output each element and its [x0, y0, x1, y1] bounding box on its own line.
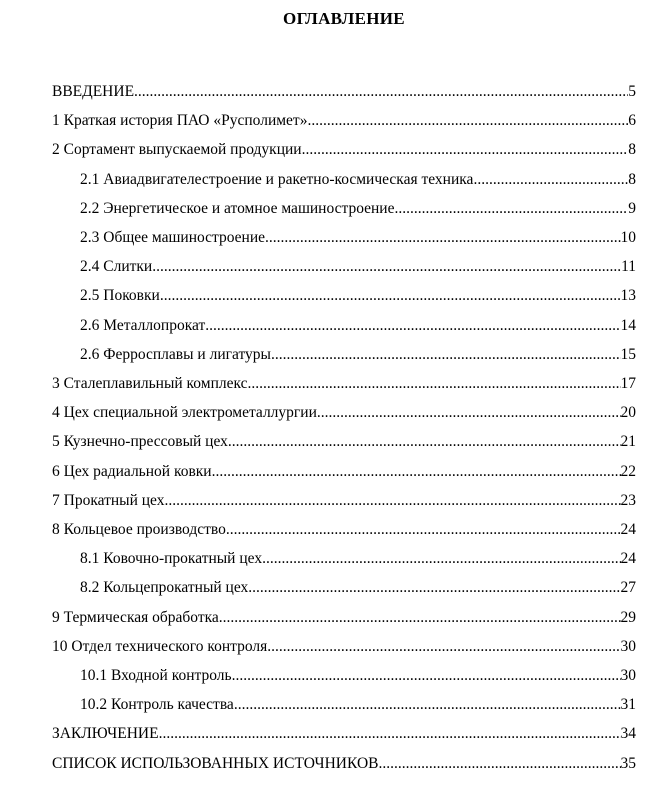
dot-leader — [219, 603, 621, 632]
toc-entry-label: 2.6 Металлопрокат — [80, 316, 206, 334]
toc-entry — [52, 515, 636, 544]
dot-leader — [265, 223, 620, 252]
dot-leader — [232, 661, 621, 690]
toc-page-number: 27 — [620, 579, 636, 597]
toc-entry-label: 2 Сортамент выпускаемой продукции — [52, 141, 302, 159]
toc-entry — [52, 252, 636, 281]
toc-entry — [52, 223, 636, 252]
toc-entry — [52, 486, 636, 515]
dot-leader — [473, 165, 628, 194]
toc-entry — [52, 281, 636, 310]
toc-entry — [52, 749, 636, 778]
toc-entry — [52, 457, 636, 486]
dot-leader — [134, 77, 628, 106]
toc-page-number: 30 — [620, 637, 636, 655]
toc-entry — [52, 194, 636, 223]
dot-leader — [267, 632, 620, 661]
toc-page-number: 35 — [620, 754, 636, 772]
toc-page-number: 34 — [620, 725, 636, 743]
toc-entry-label: 6 Цех радиальной ковки — [52, 462, 212, 480]
toc-page-number: 17 — [620, 375, 636, 393]
dot-leader — [212, 457, 621, 486]
toc-page-number: 15 — [620, 345, 636, 363]
toc-entry — [52, 135, 636, 164]
dot-leader — [234, 690, 621, 719]
toc-entry — [52, 544, 636, 573]
toc-entry — [52, 632, 636, 661]
toc-page-number: 13 — [620, 287, 636, 305]
toc-page-number: 11 — [621, 258, 636, 276]
toc-page-number: 21 — [620, 433, 636, 451]
toc-entry — [52, 719, 636, 748]
toc-entry — [52, 369, 636, 398]
toc-entry-label: 10 Отдел технического контроля — [52, 637, 268, 655]
dot-leader — [248, 369, 621, 398]
dot-leader — [160, 281, 621, 310]
toc-page-number: 8 — [628, 170, 636, 188]
toc-page-number: 24 — [620, 521, 636, 539]
toc-entry-label: 3 Сталеплавильный комплекс — [52, 375, 248, 393]
dot-leader — [152, 252, 621, 281]
toc-entry — [52, 661, 636, 690]
toc-entry-label: 10.1 Входной контроль — [80, 667, 232, 685]
toc-entry-label: 4 Цех специальной электрометаллургии — [52, 404, 317, 422]
toc-entry — [52, 690, 636, 719]
toc-entry — [52, 106, 636, 135]
toc-list — [52, 77, 636, 778]
toc-page-number: 20 — [620, 404, 636, 422]
toc-entry-label: 1 Краткая история ПАО «Русполимет» — [52, 112, 308, 130]
toc-entry-label: ВВЕДЕНИЕ — [52, 83, 135, 100]
toc-entry-label: 2.6 Ферросплавы и лигатуры — [80, 345, 271, 363]
toc-entry-label: 8 Кольцевое производство — [52, 521, 226, 539]
toc-page-number: 31 — [620, 696, 636, 714]
dot-leader — [302, 135, 629, 164]
dot-leader — [378, 749, 620, 778]
toc-entry-label: 7 Прокатный цех — [52, 491, 165, 509]
toc-entry-label: СПИСОК ИСПОЛЬЗОВАННЫХ ИСТОЧНИКОВ — [52, 754, 379, 772]
toc-page-number: 5 — [628, 83, 636, 100]
dot-leader — [164, 486, 620, 515]
toc-page-number: 14 — [620, 316, 636, 334]
toc-entry — [52, 398, 636, 427]
toc-entry-label: 9 Термическая обработка — [52, 608, 219, 626]
toc-entry — [52, 603, 636, 632]
toc-entry — [52, 77, 636, 106]
dot-leader — [248, 573, 620, 602]
toc-entry — [52, 165, 636, 194]
dot-leader — [205, 311, 620, 340]
page-title: ОГЛАВЛЕНИЕ — [283, 9, 405, 28]
toc-entry-label: 2.5 Поковки — [80, 287, 160, 305]
toc-entry-label: 2.3 Общее машиностроение — [80, 229, 266, 247]
toc-entry-label: 2.2 Энергетическое и атомное машиностроение — [80, 199, 395, 217]
dot-leader — [159, 719, 621, 748]
toc-page-number: 23 — [620, 491, 636, 509]
toc-entry-label: 2.4 Слитки — [80, 258, 153, 276]
toc-page-number: 22 — [620, 462, 636, 480]
toc-entry-label: 10.2 Контроль качества — [80, 696, 234, 714]
toc-entry — [52, 311, 636, 340]
dot-leader — [262, 544, 620, 573]
toc-entry-label: 5 Кузнечно-прессовый цех — [52, 433, 228, 451]
toc-entry — [52, 427, 636, 456]
dot-leader — [226, 515, 621, 544]
dot-leader — [271, 340, 621, 369]
dot-leader — [307, 106, 628, 135]
toc-page-number: 10 — [620, 229, 636, 247]
toc-page-number: 29 — [620, 608, 636, 626]
dot-leader — [394, 194, 628, 223]
toc-page-number: 24 — [620, 550, 636, 568]
dot-leader — [228, 427, 621, 456]
toc-entry-label: 8.2 Кольцепрокатный цех — [80, 579, 249, 597]
toc-page-number: 6 — [628, 112, 636, 130]
toc-entry — [52, 340, 636, 369]
toc-entry-label: 8.1 Ковочно-прокатный цех — [80, 550, 263, 568]
dot-leader — [317, 398, 621, 427]
toc-page-number: 30 — [620, 667, 636, 685]
toc-page-number: 9 — [628, 199, 636, 217]
toc-entry-label: ЗАКЛЮЧЕНИЕ — [52, 725, 159, 743]
toc-entry-label: 2.1 Авиадвигателестроение и ракетно-космическая техника — [80, 170, 474, 188]
toc-entry — [52, 573, 636, 602]
toc-page-number: 8 — [628, 141, 636, 159]
